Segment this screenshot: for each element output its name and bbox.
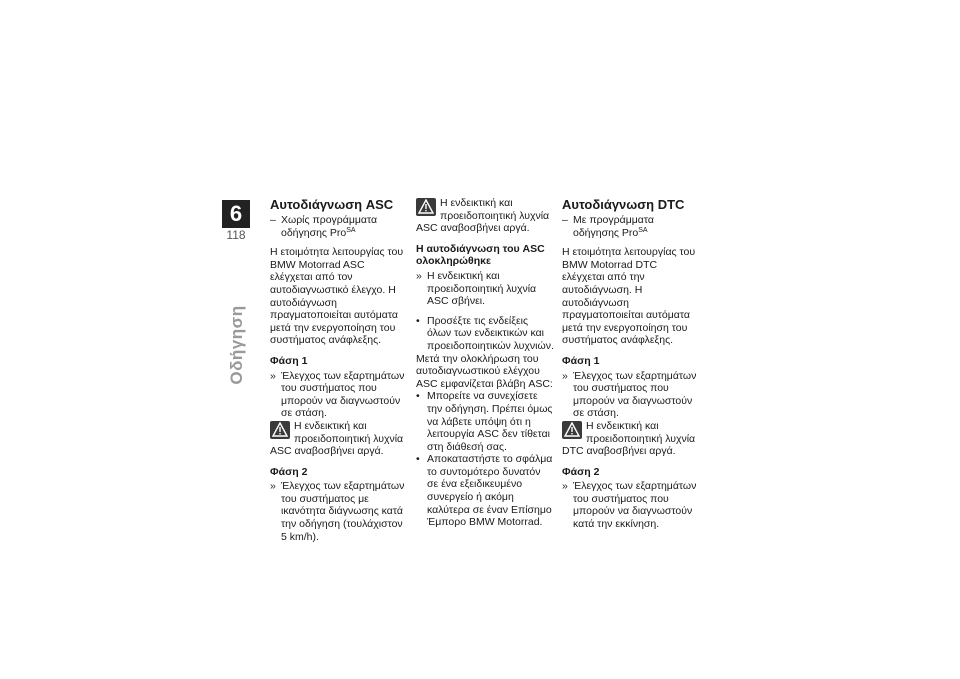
asc-fault-bullet-2-text: Αποκαταστήστε το σφάλμα το συντομότερο δυνατόν σε ένα εξειδικευμένο συνεργείο ή ακόμη καλύτερα σε έναν Επίσημο Έμπορο BMW Motorrad. (427, 453, 553, 529)
dtc-phase1-title: Φάση 1 (562, 354, 600, 367)
dtc-title: Αυτοδιάγνωση DTC (562, 197, 685, 212)
chapter-tab (222, 200, 250, 228)
column-2 (416, 197, 554, 529)
dtc-phase2-text: Έλεγχος των εξαρτημάτων του συστήματος που μπορούν να διαγνωστούν κατά την εκκίνηση. (573, 480, 697, 531)
dtc-intro: Η ετοιμότητα λειτουργίας του BMW Motorrad DTC ελέγχεται από την αυτοδιάγνωση. Η αυτοδιάγνωση πραγματοποιείται αυτόματα μετά την ενεργοποίηση του συστήματος ανάφλεξης. (562, 246, 696, 347)
asc-requirement-text: Χωρίς προγράμματα οδήγησης Pro (281, 214, 378, 239)
arrow-marker: » (562, 369, 568, 382)
arrow-marker: » (270, 369, 276, 382)
sa-superscript: SA (346, 226, 356, 234)
page-number: 118 (226, 228, 246, 242)
dtc-phase2-item (562, 480, 700, 530)
warning-triangle-icon (416, 198, 436, 216)
asc-phase2-item (270, 480, 408, 543)
dtc-phase2-title: Φάση 2 (562, 465, 600, 478)
bullet-marker: • (416, 453, 420, 466)
chapter-number: 6 (229, 201, 243, 226)
dtc-requirement (562, 214, 700, 239)
column-1 (270, 197, 408, 543)
arrow-marker: » (562, 480, 568, 493)
bullet-marker: • (416, 314, 420, 327)
asc-phase2-warning-text: Η ενδεικτική και προειδοποιητική λυχνία ASC αναβοσβήνει αργά. (416, 197, 550, 235)
asc-phase1-warning-text: Η ενδεικτική και προειδοποιητική λυχνία ASC αναβοσβήνει αργά. (270, 419, 404, 458)
asc-phase2-title: Φάση 2 (270, 465, 308, 478)
asc-phase2-warning (416, 197, 554, 235)
asc-done-title: Η αυτοδιάγνωση του ASC ολοκληρώθηκε (416, 242, 545, 268)
asc-phase1-warning (270, 420, 408, 458)
asc-phase1-title: Φάση 1 (270, 354, 308, 367)
section-label (224, 305, 250, 385)
asc-phase1-item (270, 370, 408, 420)
asc-done-text: Η ενδεικτική και προειδοποιητική λυχνία ASC σβήνει. (427, 269, 537, 308)
dtc-phase1-warning-text: Η ενδεικτική και προειδοποιητική λυχνία DTC αναβοσβήνει αργά. (562, 419, 696, 458)
arrow-marker: » (416, 269, 422, 282)
asc-fault-bullet-1-text: Μπορείτε να συνεχίσετε την οδήγηση. Πρέπει όμως να λάβετε υπόψη ότι η λειτουργία ASC δεν τίθεται στη διάθεσή σας. (427, 390, 553, 453)
asc-fault-text: Μετά την ολοκλήρωση του αυτοδιαγνωστικού ελέγχου ASC εμφανίζεται βλάβη ASC: (416, 352, 553, 390)
asc-note-text: Προσέξτε τις ενδείξεις όλων των ενδεικτικών και προειδοποιητικών λυχνιών. (427, 314, 554, 352)
asc-intro: Η ετοιμότητα λειτουργίας του BMW Motorrad ASC ελέγχεται από τον αυτοδιαγνωστικό έλεγχο. Η αυτοδιάγνωση πραγματοποιείται αυτόματα μετά την ενεργοποίηση του συστήματος ανάφλεξης. (270, 246, 404, 347)
asc-fault-bullet-1 (416, 390, 554, 453)
bullet-marker: • (416, 390, 420, 403)
asc-note (416, 315, 554, 353)
warning-triangle-icon (270, 421, 290, 439)
arrow-marker: » (270, 480, 276, 493)
dtc-phase1-item (562, 370, 700, 420)
asc-title: Αυτοδιάγνωση ASC (270, 197, 394, 212)
dtc-phase1-text: Έλεγχος των εξαρτημάτων του συστήματος που μπορούν να διαγνωστούν σε στάση. (573, 369, 697, 420)
asc-fault-bullet-2 (416, 453, 554, 529)
dash-marker: – (270, 214, 276, 226)
dash-marker: – (562, 214, 568, 226)
asc-phase2-text: Έλεγχος των εξαρτημάτων του συστήματος με ικανότητα διάγνωσης κατά την οδήγηση (τουλάχιστον 5 km/h). (281, 480, 405, 543)
dtc-phase1-warning (562, 420, 700, 458)
column-3 (562, 197, 700, 531)
warning-triangle-icon (562, 421, 582, 439)
asc-done-item (416, 270, 554, 308)
asc-requirement (270, 214, 408, 239)
section-label-text: Οδήγηση (227, 305, 246, 385)
sa-superscript: SA (638, 226, 648, 234)
dtc-requirement-text: Με προγράμματα οδήγησης Pro (573, 214, 654, 239)
asc-phase1-text: Έλεγχος των εξαρτημάτων του συστήματος που μπορούν να διαγνωστούν σε στάση. (281, 369, 405, 420)
